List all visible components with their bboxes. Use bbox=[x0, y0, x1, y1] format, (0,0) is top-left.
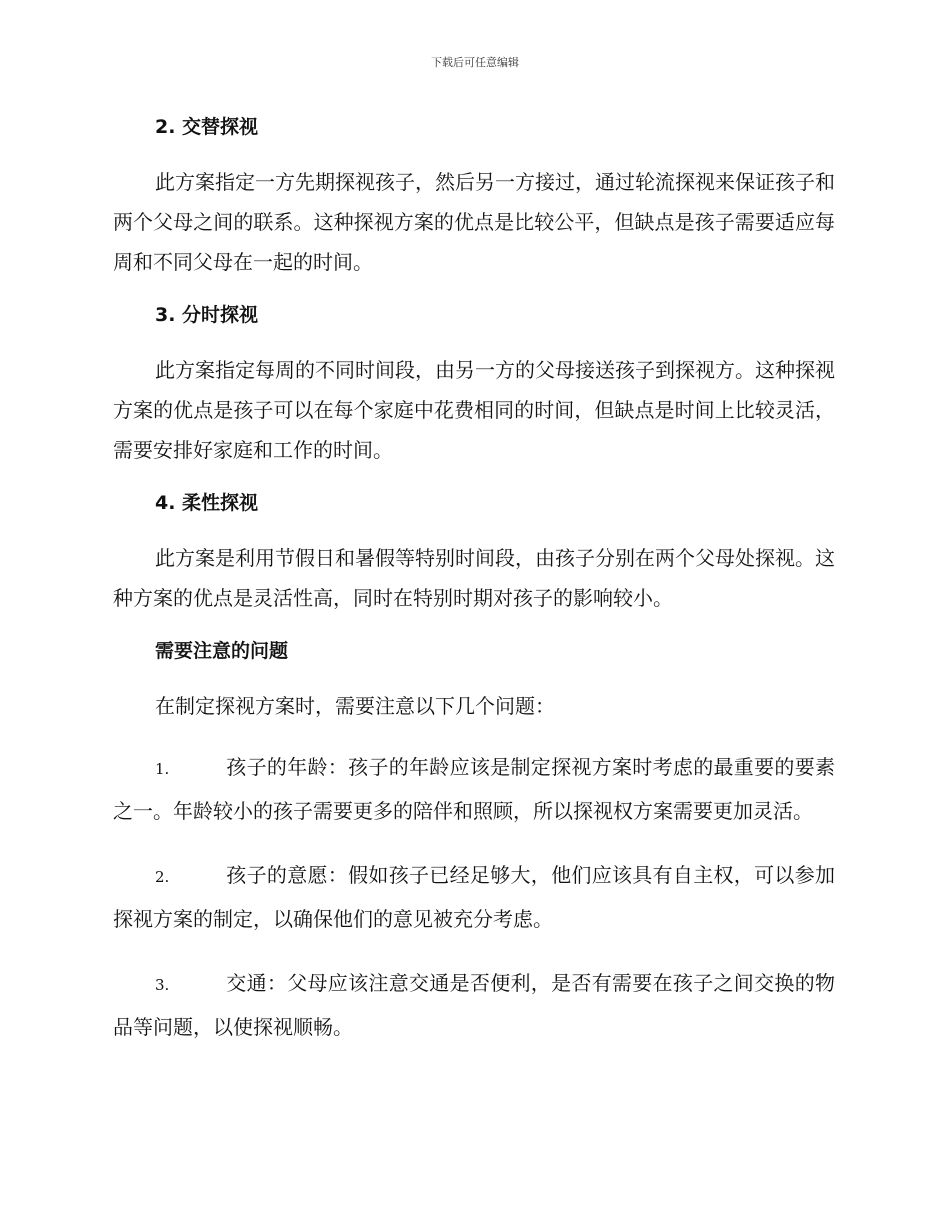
list-item bbox=[113, 962, 835, 1048]
list-item-text: 孩子的意愿：假如孩子已经足够大，他们应该具有自主权，可以参加探视方案的制定，以确保他们的意见被充分考虑。 bbox=[113, 863, 835, 931]
section-heading-timeshare-visitation: 3. 分时探视 bbox=[155, 304, 259, 326]
section-heading-flexible-visitation: 4. 柔性探视 bbox=[155, 492, 259, 514]
section-body-timeshare-visitation: 此方案指定每周的不同时间段，由另一方的父母接送孩子到探视方。这种探视方案的优点是孩子可以在每个家庭中花费相同的时间，但缺点是时间上比较灵活，需要安排好家庭和工作的时间。 bbox=[113, 358, 835, 462]
list-item-number: 1. bbox=[155, 760, 170, 778]
notes-heading: 需要注意的问题 bbox=[155, 640, 289, 662]
list-item bbox=[113, 746, 835, 832]
section-body-alternating-visitation: 此方案指定一方先期探视孩子，然后另一方接过，通过轮流探视来保证孩子和两个父母之间的联系。这种探视方案的优点是比较公平，但缺点是孩子需要适应每周和不同父母在一起的时间。 bbox=[113, 170, 835, 274]
list-item bbox=[113, 854, 835, 940]
section-body-flexible-visitation: 此方案是利用节假日和暑假等特别时间段，由孩子分别在两个父母处探视。这种方案的优点是灵活性高，同时在特别时期对孩子的影响较小。 bbox=[113, 546, 835, 610]
section-heading-alternating-visitation: 2. 交替探视 bbox=[155, 116, 259, 138]
list-item-number: 2. bbox=[155, 868, 170, 886]
header-note: 下载后可任意编辑 bbox=[431, 56, 519, 69]
list-item-number: 3. bbox=[155, 976, 170, 994]
notes-intro: 在制定探视方案时，需要注意以下几个问题： bbox=[155, 694, 555, 718]
list-item-text: 孩子的年龄：孩子的年龄应该是制定探视方案时考虑的最重要的要素之一。年龄较小的孩子需要更多的陪伴和照顾，所以探视权方案需要更加灵活。 bbox=[113, 755, 835, 823]
list-item-text: 交通：父母应该注意交通是否便利，是否有需要在孩子之间交换的物品等问题，以使探视顺畅。 bbox=[113, 971, 835, 1039]
document-content bbox=[113, 112, 835, 1070]
